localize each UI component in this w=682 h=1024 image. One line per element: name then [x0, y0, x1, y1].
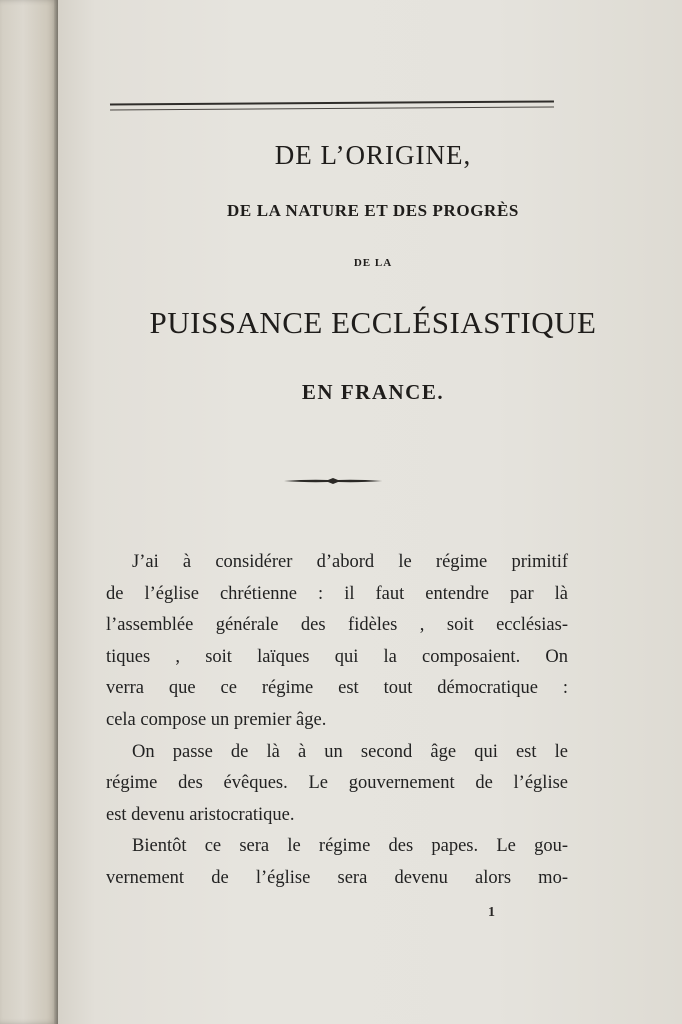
body-line: J’ai à considérer d’abord le régime primitif — [132, 552, 568, 572]
body-line: régime des évêques. Le gouvernement de l’église — [106, 773, 568, 794]
title-line-1: DE L’ORIGINE, — [274, 140, 472, 170]
body-line: de l’église chrétienne : il faut entendre par là — [106, 583, 568, 604]
ornament-divider-icon — [284, 476, 382, 486]
body-text — [106, 547, 568, 895]
body-line: tiques , soit laïques qui la composaient. On — [106, 646, 568, 667]
title-line-3: DE LA — [353, 257, 393, 269]
title-line-2: DE LA NATURE ET DES PROGRÈS — [227, 201, 519, 220]
body-line: cela compose un premier âge. — [106, 709, 327, 730]
body-line: l’assemblée générale des fidèles , soit ecclésias- — [106, 615, 568, 636]
book-page — [58, 0, 682, 1024]
left-page-edge — [0, 0, 58, 1024]
title-main: PUISSANCE ECCLÉSIASTIQUE — [149, 305, 597, 340]
signature-mark: 1 — [488, 905, 495, 920]
body-line: est devenu aristocratique. — [106, 804, 295, 825]
body-line: vernement de l’église sera devenu alors mo- — [106, 867, 568, 888]
body-line: On passe de là à un second âge qui est le — [132, 741, 568, 762]
body-line: verra que ce régime est tout démocratique : — [106, 678, 568, 699]
top-rule — [110, 100, 554, 110]
body-line: Bientôt ce sera le régime des papes. Le gou- — [132, 836, 568, 857]
title-line-5: EN FRANCE. — [301, 380, 445, 404]
